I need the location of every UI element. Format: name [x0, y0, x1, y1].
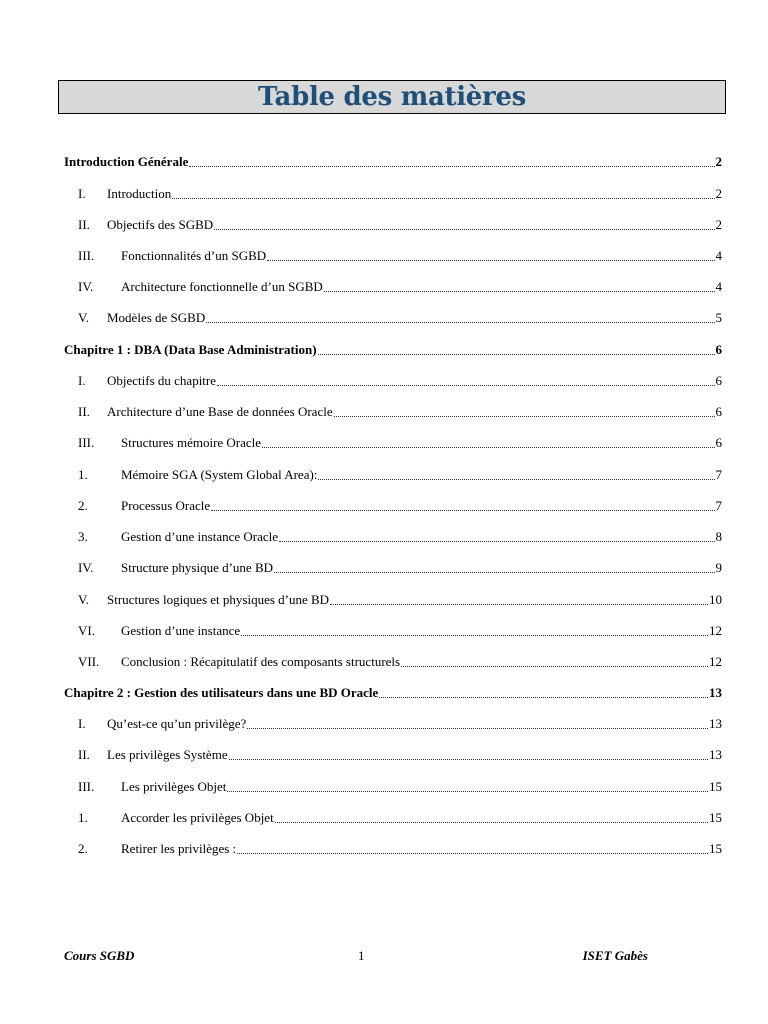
page-footer [64, 948, 648, 966]
footer-page-number: 1 [358, 948, 365, 963]
toc-entry[interactable] [64, 743, 722, 763]
toc-entry-number: V. [78, 310, 89, 325]
toc-entry-number: 1. [78, 467, 88, 482]
toc-entry-number: 2. [78, 841, 88, 856]
toc-entry-label: Retirer les privilèges : [121, 841, 237, 856]
toc-entry-number: V. [78, 592, 89, 607]
toc-entry-label: Accorder les privilèges Objet [121, 810, 274, 825]
toc-dot-leader [318, 353, 715, 355]
toc-dot-leader [279, 540, 714, 542]
toc-entry-number: VI. [78, 623, 95, 638]
toc-entry[interactable] [64, 369, 722, 389]
toc-dot-leader [206, 321, 714, 323]
toc-entry-page: 12 [709, 654, 722, 669]
toc-dot-leader [401, 665, 708, 667]
toc-entry-page: 4 [715, 248, 722, 263]
toc-entry-label: Fonctionnalités d’un SGBD [121, 248, 267, 263]
toc-entry-number: VII. [78, 654, 100, 669]
toc-dot-leader [334, 415, 715, 417]
toc-entry-page: 13 [709, 747, 722, 762]
toc-entry-label: Structures logiques et physiques d’une BD [107, 592, 330, 607]
toc-entry-page: 10 [709, 592, 722, 607]
toc-entry-label: Objectifs du chapitre [107, 373, 217, 388]
toc-dot-leader [237, 852, 708, 854]
toc-entry-number: III. [78, 435, 95, 450]
toc-dot-leader [274, 571, 714, 573]
toc-dot-leader [267, 259, 714, 261]
toc-entry[interactable] [64, 494, 722, 514]
toc-entry-number: 1. [78, 810, 88, 825]
toc-entry[interactable] [64, 306, 722, 326]
toc-entry[interactable] [64, 650, 722, 670]
toc-entry-page: 5 [715, 310, 722, 325]
toc-entry[interactable] [64, 182, 722, 202]
toc-entry-label: Processus Oracle [121, 498, 211, 513]
toc-entry[interactable] [64, 712, 722, 732]
toc-entry-label: Mémoire SGA (System Global Area): [121, 467, 318, 482]
toc-dot-leader [330, 603, 708, 605]
toc-entry-page: 2 [715, 186, 722, 201]
toc-entry-label: Qu’est-ce qu’un privilège? [107, 716, 247, 731]
toc-dot-leader [229, 758, 708, 760]
toc-dot-leader [262, 446, 714, 448]
toc-title: Table des matières [257, 82, 527, 112]
toc-entry[interactable] [64, 837, 722, 857]
toc-entry-page: 9 [715, 560, 722, 575]
toc-entry[interactable] [64, 588, 722, 608]
toc-dot-leader [227, 790, 708, 792]
toc-entry-label: Chapitre 2 : Gestion des utilisateurs dans une BD Oracle [64, 685, 379, 700]
toc-entry-label: Les privilèges Objet [121, 779, 227, 794]
toc-entry-number: I. [78, 716, 86, 731]
toc-entry-number: III. [78, 248, 95, 263]
toc-dot-leader [275, 821, 708, 823]
footer-course-name: Cours SGBD [64, 948, 135, 963]
toc-title-box [58, 80, 726, 114]
toc-entry[interactable] [64, 244, 722, 264]
toc-entry[interactable] [64, 338, 722, 358]
toc-entry-label: Introduction Générale [64, 154, 189, 169]
toc-entry-label: Architecture d’une Base de données Oracle [107, 404, 333, 419]
toc-entry[interactable] [64, 806, 722, 826]
toc-entry-number: IV. [78, 560, 94, 575]
toc-entry-page: 2 [715, 154, 722, 169]
toc-dot-leader [324, 290, 715, 292]
toc-dot-leader [318, 478, 714, 480]
toc-dot-leader [189, 165, 714, 167]
toc-entry-label: Modèles de SGBD [107, 310, 206, 325]
toc-entry-page: 15 [709, 810, 722, 825]
toc-entry-number: 3. [78, 529, 88, 544]
toc-entry-label: Gestion d’une instance Oracle [121, 529, 279, 544]
toc-entry-label: Conclusion : Récapitulatif des composants structurels [121, 654, 401, 669]
toc-entry-page: 13 [709, 716, 722, 731]
toc-entry-page: 15 [709, 841, 722, 856]
toc-entry-page: 6 [715, 342, 722, 357]
toc-entry-page: 13 [709, 685, 722, 700]
toc-entry-number: IV. [78, 279, 94, 294]
toc-entry-page: 15 [709, 779, 722, 794]
toc-entry[interactable] [64, 400, 722, 420]
toc-dot-leader [241, 634, 708, 636]
toc-entry[interactable] [64, 525, 722, 545]
toc-entry[interactable] [64, 431, 722, 451]
toc-entry-number: 2. [78, 498, 88, 513]
toc-entry-number: II. [78, 747, 90, 762]
toc-dot-leader [214, 228, 714, 230]
toc-dot-leader [211, 509, 714, 511]
toc-entry-number: II. [78, 217, 90, 232]
toc-entry-page: 7 [715, 467, 722, 482]
toc-entry-page: 8 [715, 529, 722, 544]
toc-dot-leader [379, 696, 708, 698]
toc-entry[interactable] [64, 150, 722, 170]
toc-entry-label: Structures mémoire Oracle [121, 435, 262, 450]
toc-entry-page: 6 [715, 373, 722, 388]
toc-entry[interactable] [64, 681, 722, 701]
toc-entry[interactable] [64, 275, 722, 295]
footer-institution: ISET Gabès [582, 948, 648, 963]
toc-entry-label: Gestion d’une instance [121, 623, 241, 638]
toc-entry-page: 6 [715, 404, 722, 419]
toc-entry-page: 2 [715, 217, 722, 232]
toc-entry-number: I. [78, 373, 86, 388]
toc-dot-leader [217, 384, 714, 386]
toc-entry[interactable] [64, 775, 722, 795]
toc-dot-leader [172, 197, 714, 199]
toc-entry-label: Architecture fonctionnelle d’un SGBD [121, 279, 323, 294]
toc-entry-label: Les privilèges Système [107, 747, 228, 762]
toc-entry-page: 4 [715, 279, 722, 294]
toc-entry-number: III. [78, 779, 95, 794]
toc-entry-number: I. [78, 186, 86, 201]
toc-entry[interactable] [64, 556, 722, 576]
toc-entry-label: Introduction [107, 186, 172, 201]
toc-entry-label: Chapitre 1 : DBA (Data Base Administration) [64, 342, 317, 357]
toc-dot-leader [247, 727, 708, 729]
toc-entry[interactable] [64, 463, 722, 483]
toc-entry-label: Objectifs des SGBD [107, 217, 214, 232]
toc-entry-number: II. [78, 404, 90, 419]
toc-entry-page: 12 [709, 623, 722, 638]
toc-entry-page: 6 [715, 435, 722, 450]
toc-entry-label: Structure physique d’une BD [121, 560, 274, 575]
toc-entry-page: 7 [715, 498, 722, 513]
toc-entry[interactable] [64, 213, 722, 233]
toc-entry[interactable] [64, 619, 722, 639]
